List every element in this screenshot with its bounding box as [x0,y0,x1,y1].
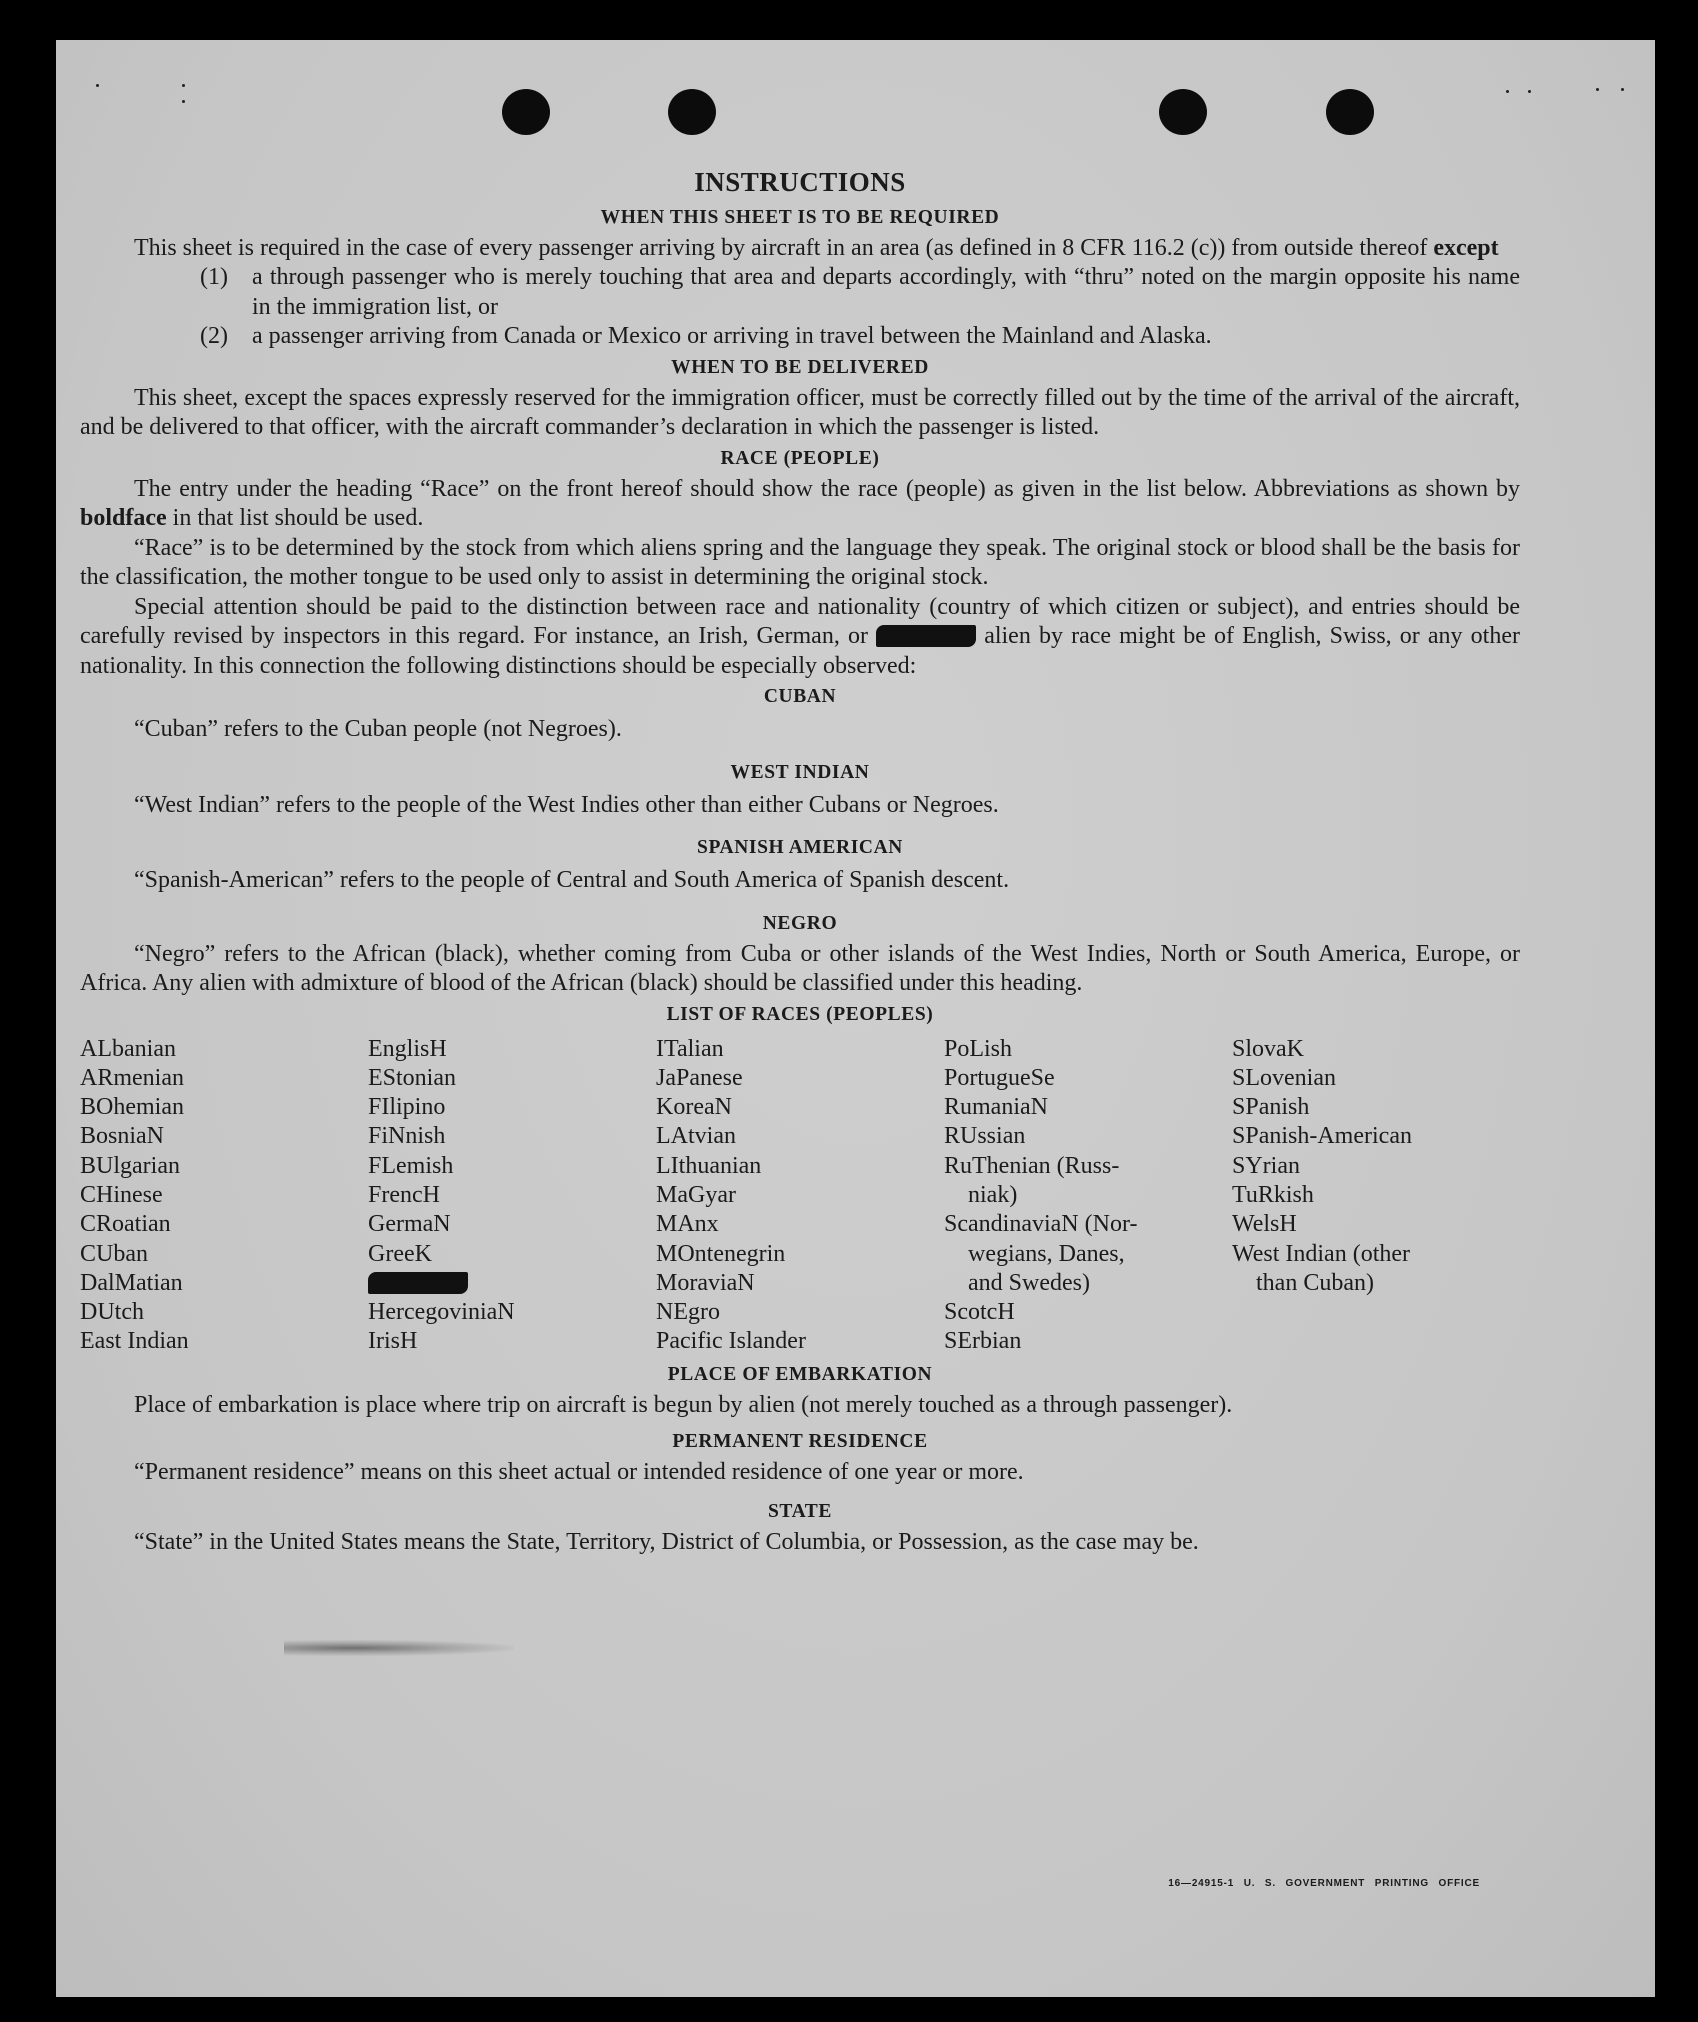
speck [1528,90,1531,93]
race-entry: ScotcH [944,1299,1015,1326]
race-entry: ITalian [656,1035,724,1062]
race-entry: KoreaN [656,1094,732,1121]
race-entry: Pacific Islander [656,1328,806,1355]
west-indian-text: “West Indian” refers to the people of the West Indies other than either Cubans or Negroes. [134,791,999,818]
race-entry: TuRkish [1232,1181,1314,1208]
race-entry: DalMatian [80,1269,183,1296]
printer-imprint: U. S. GOVERNMENT PRINTING OFFICE [1243,1878,1480,1889]
except-bold: except [1433,234,1499,261]
race-entry: MAnx [656,1211,719,1238]
race-entry: JaPanese [656,1064,743,1091]
race-entry: EStonian [368,1064,456,1091]
smudge [284,1640,514,1656]
speck [1506,90,1509,93]
race-entry: ScandinaviaN (Nor- [944,1211,1138,1238]
instructions-content [80,168,1520,1557]
race-entry: MoraviaN [656,1269,755,1296]
residence-text: “Permanent residence” means on this sheet actual or intended residence of one year or more. [134,1459,1024,1486]
heading-residence: PERMANENT RESIDENCE [672,1431,928,1453]
race-entry: RuThenian (Russ- [944,1152,1120,1179]
punch-hole [668,89,716,135]
race-entry: FrencH [368,1181,440,1208]
speck [96,84,99,87]
heading-spanish-american: SPANISH AMERICAN [697,837,903,858]
races-column [80,1035,368,1357]
race-entry: ARmenian [80,1064,184,1091]
race-entry: FIlipino [368,1094,446,1121]
exception-item: (1) a through passenger who is merely touching that area and departs accordingly, with “thru” noted on the margin opposite his name in the immigration list, or [200,264,1520,320]
speck [182,100,185,103]
cuban-text: “Cuban” refers to the Cuban people (not Negroes). [134,716,622,742]
redaction-mark [876,625,976,647]
race-entry: EnglisH [368,1035,447,1062]
race-entry: CRoatian [80,1211,171,1238]
race-entry: SPanish [1232,1094,1310,1121]
race-entry: NEgro [656,1299,720,1326]
race-entry: SLovenian [1232,1064,1336,1091]
race-entry: IrisH [368,1328,418,1355]
race-paragraph-2: “Race” is to be determined by the stock from which aliens spring and the language they speak. The original stock or blood shall be the basis for the classification, the mother tongue to be used only to assist in determining the original stock. [80,534,1520,590]
races-column [1232,1035,1520,1357]
punch-hole [1326,89,1374,135]
races-column [368,1035,656,1357]
race-entry: HercegoviniaN [368,1299,515,1326]
races-column [656,1035,944,1357]
speck [1621,88,1624,91]
race-entry: SYrian [1232,1152,1300,1179]
heading-cuban: CUBAN [763,686,837,707]
race-entry: PortugueSe [944,1064,1055,1091]
race-entry: SlovaK [1232,1035,1304,1062]
heading-list-of-races: LIST OF RACES (PEOPLES) [666,1003,934,1025]
race-entry: FiNnish [368,1123,446,1150]
redaction-mark [368,1272,468,1294]
heading-embarkation: PLACE OF EMBARKATION [667,1363,933,1385]
exception-item: (2) a passenger arriving from Canada or Mexico or arriving in travel between the Mainland and Alaska. [200,323,1212,349]
race-entry: GermaN [368,1211,451,1238]
speck [1596,88,1599,91]
heading-west-indian: WEST INDIAN [730,761,870,783]
speck [182,84,185,87]
race-entry: LIthuanian [656,1152,762,1179]
punch-hole [502,89,550,135]
races-column [944,1035,1232,1357]
embarkation-text: Place of embarkation is place where trip on aircraft is begun by alien (not merely touched as a through passenger). [134,1391,1233,1418]
race-entry: MOntenegrin [656,1240,786,1267]
race-entry: CHinese [80,1181,163,1208]
race-entry-continued: than Cuban) [1256,1269,1374,1296]
form-footer [1168,1878,1480,1889]
when-delivered-text: This sheet, except the spaces expressly reserved for the immigration officer, must be correctly filled out by the time of the arrival of the aircraft, and be delivered to that officer, with the aircraft commander’s declaration in which the passenger is listed. [80,384,1520,440]
punch-hole [1159,89,1207,135]
race-paragraph-3: Special attention should be paid to the distinction between race and nationality (country of which citizen or subject), and entries should be carefully revised by inspectors in this regard. For instance, an Irish, German, or alien by race might be of English, Swiss, or any other nationality. In this connection the following distinctions should be especially observed: [80,593,1520,679]
race-paragraph-1: The entry under the heading “Race” on the front hereof should show the race (people) as given in the list below. Abbreviations as shown by boldface in that list should be used. [80,475,1520,531]
races-table [80,1035,1520,1357]
race-entry: BUlgarian [80,1152,180,1179]
race-entry: SPanish-American [1232,1123,1412,1150]
race-entry-redacted [368,1269,656,1298]
heading-state: STATE [767,1500,833,1522]
race-entry: CUban [80,1240,148,1267]
race-entry: BosniaN [80,1123,164,1150]
when-required-intro: This sheet is required in the case of every passenger arriving by aircraft in an area (as defined in 8 CFR 116.2 (c)) from outside thereof except [134,234,1499,261]
race-entry-continued: and Swedes) [968,1269,1090,1296]
race-entry: West Indian (other [1232,1240,1411,1267]
race-entry-continued: niak) [968,1181,1018,1208]
page-title: INSTRUCTIONS [694,167,906,197]
boldface-word: boldface [80,505,167,531]
negro-text: “Negro” refers to the African (black), whether coming from Cuba or other islands of the West Indies, North or South America, Europe, or Africa. Any alien with admixture of blood of the African (black) should be classified under this heading. [80,940,1520,996]
race-entry: GreeK [368,1240,432,1267]
heading-race: RACE (PEOPLE) [720,447,880,469]
heading-when-delivered: WHEN TO BE DELIVERED [671,356,929,378]
race-entry: RUssian [944,1123,1026,1150]
heading-negro: NEGRO [762,912,838,934]
race-entry: DUtch [80,1299,144,1326]
race-entry: MaGyar [656,1181,736,1208]
race-entry: FLemish [368,1152,454,1179]
race-entry: ALbanian [80,1035,176,1062]
heading-when-required: WHEN THIS SHEET IS TO BE REQUIRED [600,206,1000,228]
race-entry: LAtvian [656,1123,736,1150]
spanish-american-text: “Spanish-American” refers to the people of Central and South America of Spanish descent. [134,867,1010,893]
race-entry: BOhemian [80,1094,184,1121]
race-entry: SErbian [944,1328,1022,1355]
race-entry: RumaniaN [944,1094,1048,1121]
state-text: “State” in the United States means the State, Territory, District of Columbia, or Possession, as the case may be. [134,1528,1199,1555]
race-entry: PoLish [944,1035,1013,1062]
race-entry: East Indian [80,1328,189,1355]
document-sheet [56,40,1655,1997]
race-entry-continued: wegians, Danes, [968,1240,1125,1267]
race-entry: WelsH [1232,1211,1297,1238]
form-number: 16—24915-1 [1168,1878,1235,1889]
